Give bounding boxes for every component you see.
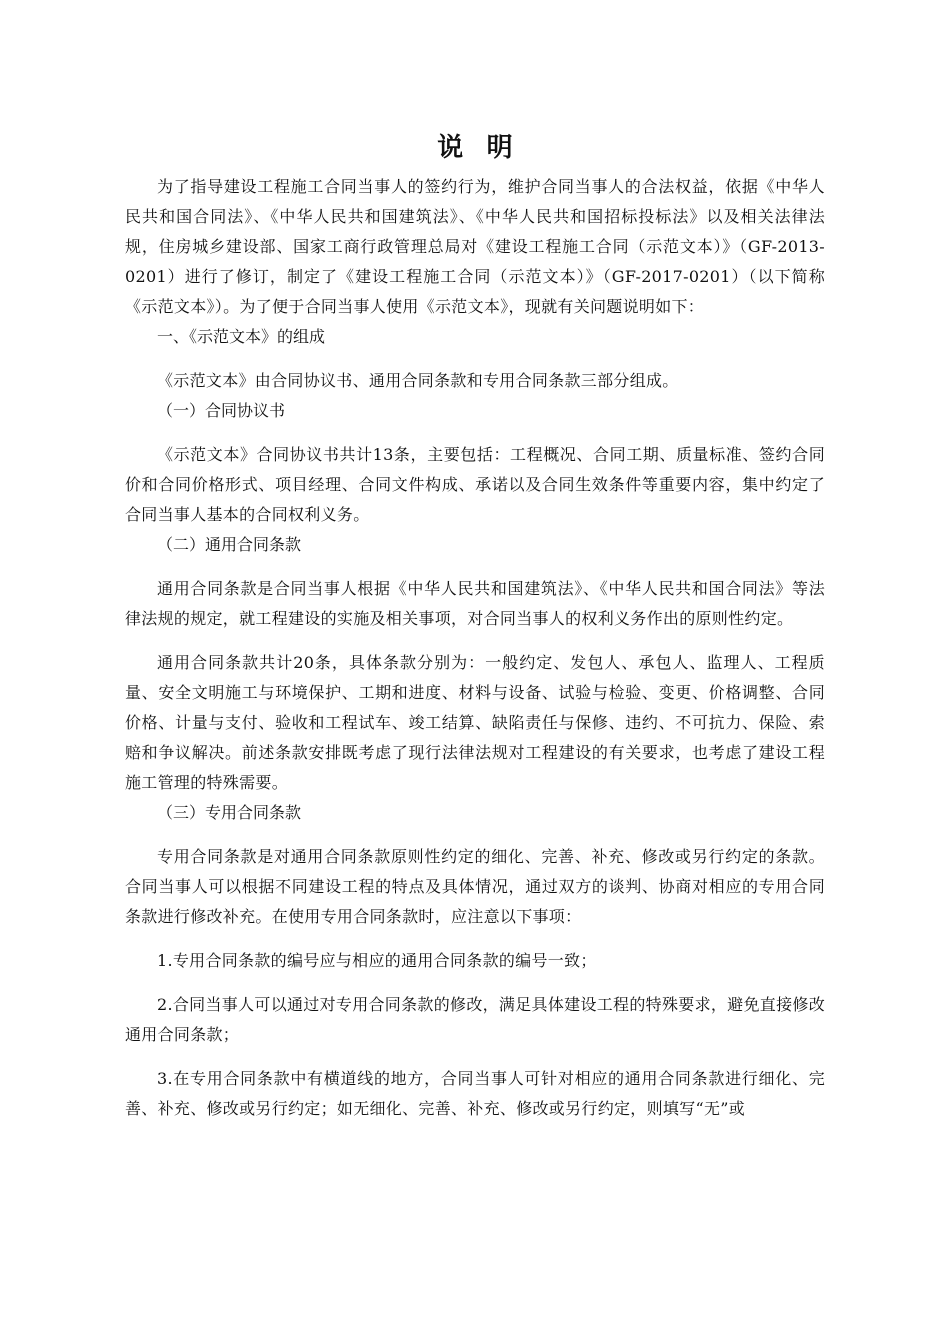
list-item-3: 3.在专用合同条款中有横道线的地方，合同当事人可针对相应的通用合同条款进行细化、完善、补充、修改或另行约定；如无细化、完善、补充、修改或另行约定，则填写“无”或 — [125, 1069, 825, 1118]
subsection-1-paragraph: 《示范文本》合同协议书共计13条，主要包括：工程概况、合同工期、质量标准、签约合同价和合同价格形式、项目经理、合同文件构成、承诺以及合同生效条件等重要内容，集中约定了合同当事人基本的合同权利义务。 — [125, 445, 825, 524]
section-1-heading: 一、《示范文本》的组成 — [157, 327, 326, 346]
subsection-2-heading: （二）通用合同条款 — [157, 535, 302, 554]
subsection-2-paragraph-1: 通用合同条款是合同当事人根据《中华人民共和国建筑法》、《中华人民共和国合同法》等法律法规的规定，就工程建设的实施及相关事项，对合同当事人的权利义务作出的原则性约定。 — [125, 579, 825, 628]
subsection-3-heading: （三）专用合同条款 — [157, 803, 302, 822]
subsection-1-heading: （一）合同协议书 — [157, 401, 286, 420]
subsection-3-paragraph: 专用合同条款是对通用合同条款原则性约定的细化、完善、补充、修改或另行约定的条款。合同当事人可以根据不同建设工程的特点及具体情况，通过双方的谈判、协商对相应的专用合同条款进行修改补充。在使用专用合同条款时，应注意以下事项： — [125, 847, 825, 926]
intro-paragraph: 为了指导建设工程施工合同当事人的签约行为，维护合同当事人的合法权益，依据《中华人民共和国合同法》、《中华人民共和国建筑法》、《中华人民共和国招标投标法》以及相关法律法规，住房城乡建设部、国家工商行政管理总局对《建设工程施工合同（示范文本）》（GF-2013-0201）进行了修订，制定了《建设工程施工合同（示范文本）》（GF-2017-0201）（以下简称《示范文本》）。为了便于合同当事人使用《示范文本》，现就有关问题说明如下： — [125, 177, 825, 316]
subsection-2-paragraph-2: 通用合同条款共计20条，具体条款分别为：一般约定、发包人、承包人、监理人、工程质量、安全文明施工与环境保护、工期和进度、材料与设备、试验与检验、变更、价格调整、合同价格、计量与支付、验收和工程试车、竣工结算、缺陷责任与保修、违约、不可抗力、保险、索赔和争议解决。前述条款安排既考虑了现行法律法规对工程建设的有关要求，也考虑了建设工程施工管理的特殊需要。 — [125, 653, 825, 792]
list-item-2: 2.合同当事人可以通过对专用合同条款的修改，满足具体建设工程的特殊要求，避免直接修改通用合同条款； — [125, 995, 825, 1044]
document-body — [125, 172, 825, 1124]
page-title: 说明 — [437, 133, 537, 163]
list-item-1: 1.专用合同条款的编号应与相应的通用合同条款的编号一致； — [157, 951, 597, 970]
section-1-paragraph: 《示范文本》由合同协议书、通用合同条款和专用合同条款三部分组成。 — [157, 371, 679, 390]
